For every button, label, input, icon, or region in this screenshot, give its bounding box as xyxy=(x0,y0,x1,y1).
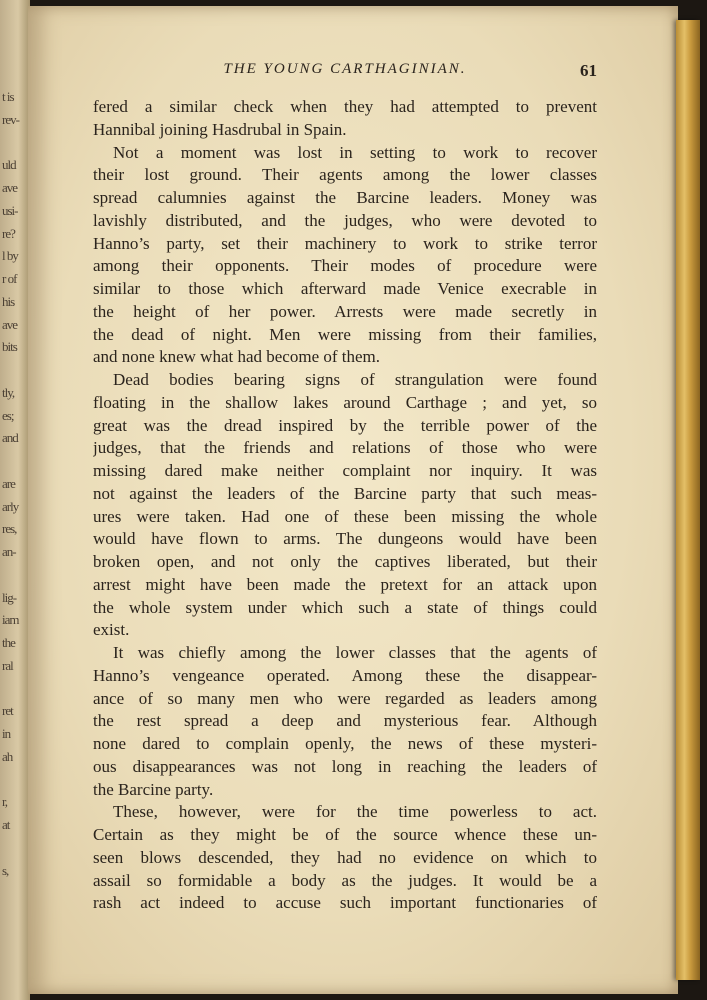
text-line: exist. xyxy=(93,620,130,640)
previous-page-fragment xyxy=(2,678,28,700)
text-line: none dared to complain openly, the news of these mysteri- xyxy=(93,734,597,753)
previous-page-fragment: rev- xyxy=(2,111,19,127)
text-line: the whole system under which such a state of things could xyxy=(93,597,597,617)
previous-page-edge xyxy=(0,0,30,1000)
text-line: Hanno’s vengeance operated. Among these the disappear- xyxy=(93,665,597,685)
text-line: lavishly distributed, and the judges, who were devoted to xyxy=(93,210,597,230)
text-line: the height of her power. Arrests were made secretly in xyxy=(93,301,597,321)
previous-page-fragment: are xyxy=(2,475,15,491)
gilt-page-edges xyxy=(676,20,700,980)
text-line: among their opponents. Their modes of procedure were xyxy=(93,256,597,276)
previous-page-fragment: tly, xyxy=(2,384,15,400)
text-line: Certain as they might be of the source whence these un- xyxy=(93,825,597,844)
text-line: rash act indeed to accuse such important functionaries of xyxy=(93,893,597,913)
previous-page-fragment: lig- xyxy=(2,589,17,605)
text-line: the dead of night. Men were missing from their families, xyxy=(93,324,597,344)
previous-page-fragment: r of xyxy=(2,271,17,286)
text-line: spread calumnies against the Barcine leaders. Money was xyxy=(93,188,597,207)
previous-page-fragment: iam xyxy=(2,612,19,628)
text-line: fered a similar check when they had attempted to prevent xyxy=(93,97,597,116)
text-line: ous disappearances was not long in reaching the leaders of xyxy=(93,756,597,776)
text-line: the Barcine party. xyxy=(93,779,214,799)
text-line: Hanno’s party, set their machinery to work to strike terror xyxy=(93,233,597,253)
text-line: These, however, were for the time powerless to act. xyxy=(113,802,597,822)
text-line: and none knew what had become of them. xyxy=(93,347,381,367)
previous-page-fragment: re? xyxy=(2,225,15,241)
text-line: their lost ground. Their agents among the lower classes xyxy=(93,165,597,185)
previous-page-fragment: s, xyxy=(2,862,9,878)
body-text xyxy=(93,96,597,915)
text-line: ance of so many men who were regarded as leaders among xyxy=(93,688,597,708)
previous-page-fragment: and xyxy=(2,430,18,446)
previous-page-fragment: r, xyxy=(2,794,8,810)
text-line: Hannibal joining Hasdrubal in Spain. xyxy=(93,119,347,139)
previous-page-fragment: an- xyxy=(2,544,16,559)
previous-page-fragment: l by xyxy=(2,248,18,264)
previous-page-fragment: at xyxy=(2,817,10,832)
previous-page-fragment: ral xyxy=(2,657,13,673)
text-line: Dead bodies bearing signs of strangulation were found xyxy=(113,370,597,389)
previous-page-fragment xyxy=(2,564,28,586)
text-line: would have flown to arms. The dungeons would have been xyxy=(93,529,597,549)
text-line: broken open, and not only the captives liberated, but their xyxy=(93,552,597,571)
text-line: seen blows descended, they had no evidence on which to xyxy=(93,847,597,867)
text-line: ures were taken. Had one of these been missing the whole xyxy=(93,506,597,526)
previous-page-fragment xyxy=(2,450,28,472)
previous-page-fragment: ave xyxy=(2,316,18,332)
previous-page-fragment xyxy=(2,359,28,381)
previous-page-fragment: his xyxy=(2,293,15,309)
previous-page-fragment: the xyxy=(2,635,15,650)
page-header xyxy=(93,61,597,85)
previous-page-fragment: res, xyxy=(2,521,17,537)
text-line: judges, that the friends and relations of those who were xyxy=(93,438,597,458)
text-line: not against the leaders of the Barcine party that such meas- xyxy=(93,483,597,503)
text-line: missing dared make neither complaint nor inquiry. It was xyxy=(93,461,597,480)
previous-page-fragment xyxy=(2,132,28,154)
previous-page-fragment: bits xyxy=(2,339,17,355)
previous-page-fragment: es; xyxy=(2,407,14,423)
text-line: It was chiefly among the lower classes that the agents of xyxy=(113,643,597,662)
previous-page-fragment: t is xyxy=(2,89,14,104)
running-head: THE YOUNG CARTHAGINIAN. xyxy=(223,61,467,77)
previous-page-fragment: ret xyxy=(2,703,13,719)
previous-page-fragment xyxy=(2,837,28,859)
text-line: Not a moment was lost in setting to work to recover xyxy=(113,142,597,162)
previous-page-fragment: in xyxy=(2,726,11,741)
text-line: similar to those which afterward made Venice execrable in xyxy=(93,279,597,298)
page-number: 61 xyxy=(580,61,597,80)
previous-page-fragment: arly xyxy=(2,498,19,514)
previous-page-fragment xyxy=(2,769,28,791)
previous-page-fragment: ah xyxy=(2,748,13,764)
text-line: assail so formidable a body as the judges. It would be a xyxy=(93,870,597,890)
previous-page-fragment: ave xyxy=(2,180,18,195)
previous-page-fragment: usi- xyxy=(2,202,18,218)
text-line: arrest might have been made the pretext for an attack upon xyxy=(93,574,597,594)
previous-page-fragment: uld xyxy=(2,157,16,173)
text-line: great was the dread inspired by the terrible power of the xyxy=(93,415,597,435)
text-line: floating in the shallow lakes around Carthage ; and yet, so xyxy=(93,392,597,412)
text-line: the rest spread a deep and mysterious fear. Although xyxy=(93,711,597,731)
